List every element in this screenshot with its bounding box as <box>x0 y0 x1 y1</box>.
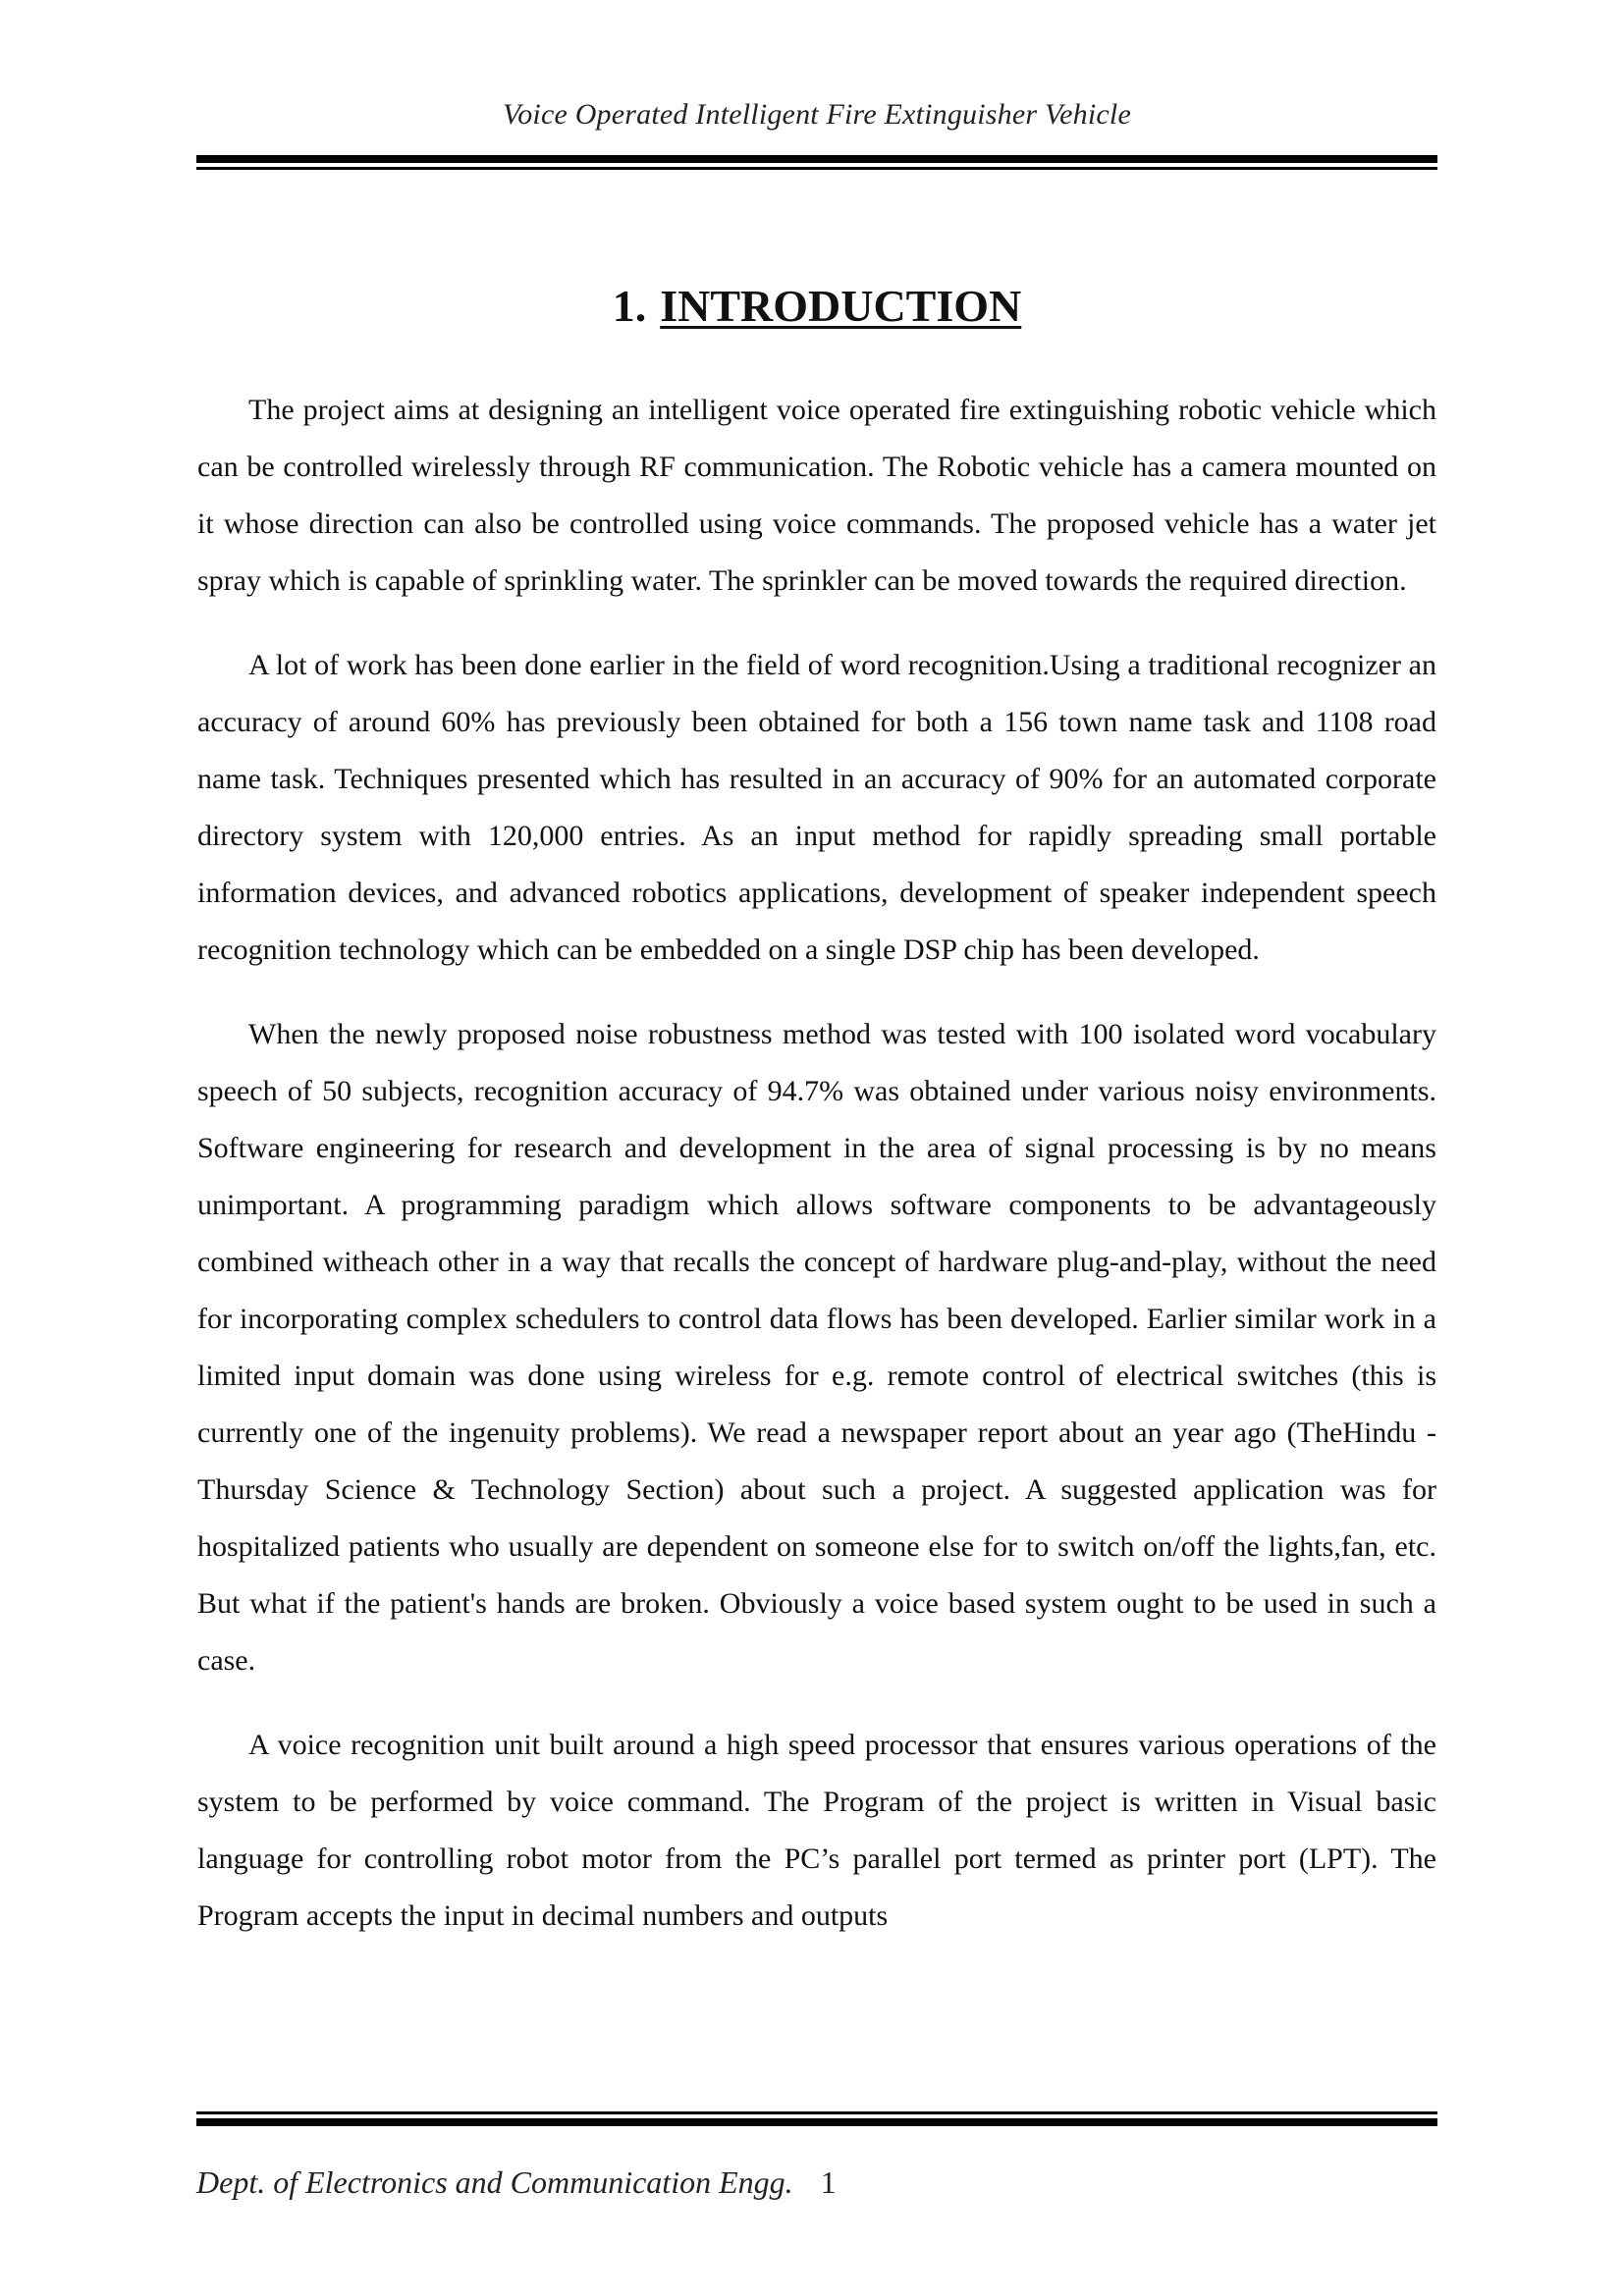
paragraph: A voice recognition unit built around a high speed processor that ensures various operations of the system to be performed by voice command. The Program of the project is written in Visual basic language for controlling robot motor from the PC’s parallel port termed as printer port (LPT). The Program accepts the input in decimal numbers and outputs <box>197 1729 1436 1932</box>
header-rule-thin <box>196 167 1437 170</box>
paragraph: The project aims at designing an intelligent voice operated fire extinguishing robotic vehicle which can be controlled wirelessly through RF communication. The Robotic vehicle has a camera mounted on it whose direction can also be controlled using voice commands. The proposed vehicle has a water jet spray which is capable of sprinkling water. The sprinkler can be moved towards the required direction. <box>197 394 1436 597</box>
header-rule-thick <box>196 155 1437 163</box>
footer-rule-thick <box>196 2118 1437 2126</box>
footer-department: Dept. of Electronics and Communication Engg. <box>196 2164 793 2200</box>
body-text <box>197 382 1436 1972</box>
running-header-title: Voice Operated Intelligent Fire Extinguisher Vehicle <box>503 98 1131 131</box>
footer-rule-thin <box>196 2111 1437 2114</box>
paragraph: When the newly proposed noise robustness method was tested with 100 isolated word vocabulary speech of 50 subjects, recognition accuracy of 94.7% was obtained under various noisy environments. Software engineering for research and development in the area of signal processing is by no means unimportant. A programming paradigm which allows software components to be advantageously combined witheach other in a way that recalls the concept of hardware plug-and-play, without the need for incorporating complex schedulers to control data flows has been developed. Earlier similar work in a limited input domain was done using wireless for e.g. remote control of electrical switches (this is currently one of the ingenuity problems). We read a newspaper report about an year ago (TheHindu - Thursday Science & Technology Section) about such a project. A suggested application was for hospitalized patients who usually are dependent on someone else for to switch on/off the lights,fan, etc. But what if the patient's hands are broken. Obviously a voice based system ought to be used in such a case. <box>197 1018 1436 1677</box>
footer <box>196 2164 837 2201</box>
chapter-heading <box>196 277 1437 336</box>
page-number: 1 <box>820 2164 837 2200</box>
paragraph: A lot of work has been done earlier in the field of word recognition.Using a traditional recognizer an accuracy of around 60% has previously been obtained for both a 156 town name task and 1108 road name task. Techniques presented which has resulted in an accuracy of 90% for an automated corporate directory system with 120,000 entries. As an input method for rapidly spreading small portable information devices, and advanced robotics applications, development of speaker independent speech recognition technology which can be embedded on a single DSP chip has been developed. <box>197 649 1436 966</box>
chapter-number: 1. <box>612 281 647 331</box>
chapter-title: INTRODUCTION <box>660 281 1022 331</box>
